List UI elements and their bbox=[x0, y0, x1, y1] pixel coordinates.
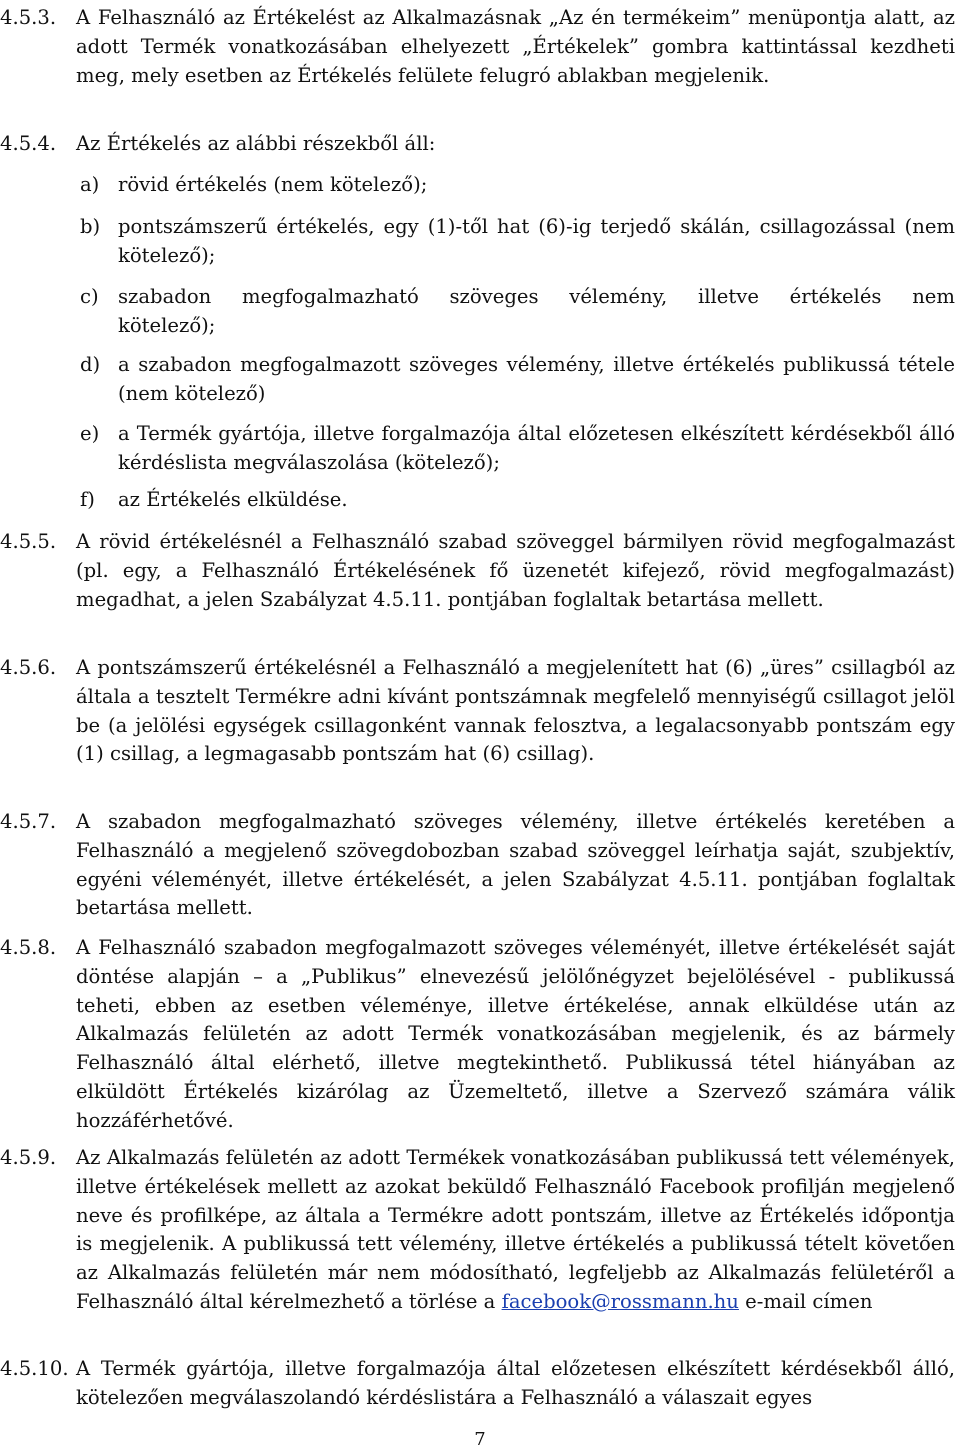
page-number: 7 bbox=[474, 1429, 486, 1450]
list-item-label: b) bbox=[80, 215, 101, 238]
list-item bbox=[80, 213, 955, 271]
section-4-5-10 bbox=[0, 1355, 955, 1413]
section-text bbox=[76, 1144, 955, 1317]
section-number: 4.5.8. bbox=[0, 936, 57, 959]
section-text: Az Értékelés az alábbi részekből áll: bbox=[76, 132, 436, 155]
section-number: 4.5.7. bbox=[0, 810, 57, 833]
section-4-5-6 bbox=[0, 654, 955, 769]
section-text: A rövid értékelésnél a Felhasználó szabad szöveggel bármilyen rövid megfogalmazást (pl. egy, a Felhasználó Értékelésének fő üzenetét kifejező, rövid megfogalmazást) megadhat, a jelen Szabályzat 4.5.11. pontjában foglaltak betartása mellett. bbox=[76, 530, 955, 611]
list-item-text: a szabadon megfogalmazott szöveges vélemény, illetve értékelés publikussá tétele (nem kötelező) bbox=[118, 353, 955, 405]
list-item-text: pontszámszerű értékelés, egy (1)-től hat (6)-ig terjedő skálán, csillagozással (nem kötelező); bbox=[118, 215, 955, 267]
list-item bbox=[80, 420, 955, 478]
section-4-5-9 bbox=[0, 1144, 955, 1317]
section-text: A szabadon megfogalmazható szöveges vélemény, illetve értékelés keretében a Felhasználó a megjelenő szövegdobozban szabad szöveggel leírhatja saját, szubjektív, egyéni véleményét, illetve értékelését, a jelen Szabályzat 4.5.11. pontjában foglaltak betartása mellett. bbox=[76, 810, 955, 920]
list-item bbox=[80, 351, 955, 409]
list-item-text: a Termék gyártója, illetve forgalmazója által előzetesen elkészített kérdésekből álló kérdéslista megválaszolása (kötelező); bbox=[118, 422, 955, 474]
section-text-tail: e-mail címen bbox=[745, 1289, 873, 1313]
list-item-text: az Értékelés elküldése. bbox=[118, 488, 348, 511]
section-text-body: Az Alkalmazás felületén az adott Termékek vonatkozásában publikussá tett vélemények, illetve értékelések mellett az azokat beküldő Felhasználó Facebook profilján megjelenő neve és profilképe, az általa a Termékre adott pontszám, illetve az Értékelés időpontja is megjelenik. A publikussá tett vélemény, illetve értékelés a publikussá tételt követően az Alkalmazás felületén már nem módosítható, legfeljebb az Alkalmazás felületéről a Felhasználó által kérelmezhető a törlése a bbox=[76, 1146, 955, 1313]
section-number: 4.5.9. bbox=[0, 1146, 57, 1169]
list-item-text: rövid értékelés (nem kötelező); bbox=[118, 173, 428, 196]
section-text: A Felhasználó az Értékelést az Alkalmazásnak „Az én termékeim” menüpontja alatt, az adott Termék vonatkozásában elhelyezett „Értékelek” gombra kattintással kezdheti meg, mely esetben az Értékelés felülete felugró ablakban megjelenik. bbox=[76, 6, 955, 87]
list-item bbox=[80, 486, 955, 515]
section-4-5-4 bbox=[0, 130, 955, 159]
section-number: 4.5.3. bbox=[0, 6, 57, 29]
list-item bbox=[80, 171, 955, 200]
section-number: 4.5.4. bbox=[0, 132, 57, 155]
section-text: A Felhasználó szabadon megfogalmazott szöveges véleményét, illetve értékelését saját döntése alapján – a „Publikus” elnevezésű jelölőnégyzet bejelölésével - publikussá teheti, ebben az esetben véleménye, illetve értékelése, annak elküldése után az Alkalmazás felületén az adott Termék vonatkozásában megjelenik, és az bármely Felhasználó által elérhető, illetve megtekinthető. Publikussá tétel hiányában az elküldött Értékelés kizárólag az Üzemeltető, illetve a Szervező számára válik hozzáférhetővé. bbox=[76, 936, 955, 1132]
section-number: 4.5.5. bbox=[0, 530, 57, 553]
list-item-label: e) bbox=[80, 422, 100, 445]
section-4-5-8 bbox=[0, 934, 955, 1136]
section-4-5-7 bbox=[0, 808, 955, 923]
contact-email-link[interactable]: facebook@rossmann.hu bbox=[501, 1289, 739, 1313]
section-text: A pontszámszerű értékelésnél a Felhasználó a megjelenített hat (6) „üres” csillagból az általa a tesztelt Termékre adni kívánt pontszámnak megfelelő mennyiségű csillagot jelöl be (a jelölési egységek csillagonként vannak felosztva, a legalacsonyabb pontszám egy (1) csillag, a legmagasabb pontszám hat (6) csillag). bbox=[76, 656, 955, 766]
section-text: A Termék gyártója, illetve forgalmazója által előzetesen elkészített kérdésekből álló, kötelezően megválaszolandó kérdéslistára a Felhasználó a válaszait egyes bbox=[76, 1357, 955, 1409]
section-4-5-3 bbox=[0, 4, 955, 90]
list-item-label: c) bbox=[80, 285, 99, 308]
list-item bbox=[80, 283, 955, 341]
section-4-5-5 bbox=[0, 528, 955, 614]
list-item-label: a) bbox=[80, 173, 100, 196]
section-number: 4.5.6. bbox=[0, 656, 57, 679]
section-number: 4.5.10. bbox=[0, 1357, 69, 1380]
list-item-label: f) bbox=[80, 488, 95, 511]
list-item-text: szabadon megfogalmazható szöveges vélemény, illetve értékelés nem kötelező); bbox=[118, 285, 955, 337]
list-item-label: d) bbox=[80, 353, 101, 376]
